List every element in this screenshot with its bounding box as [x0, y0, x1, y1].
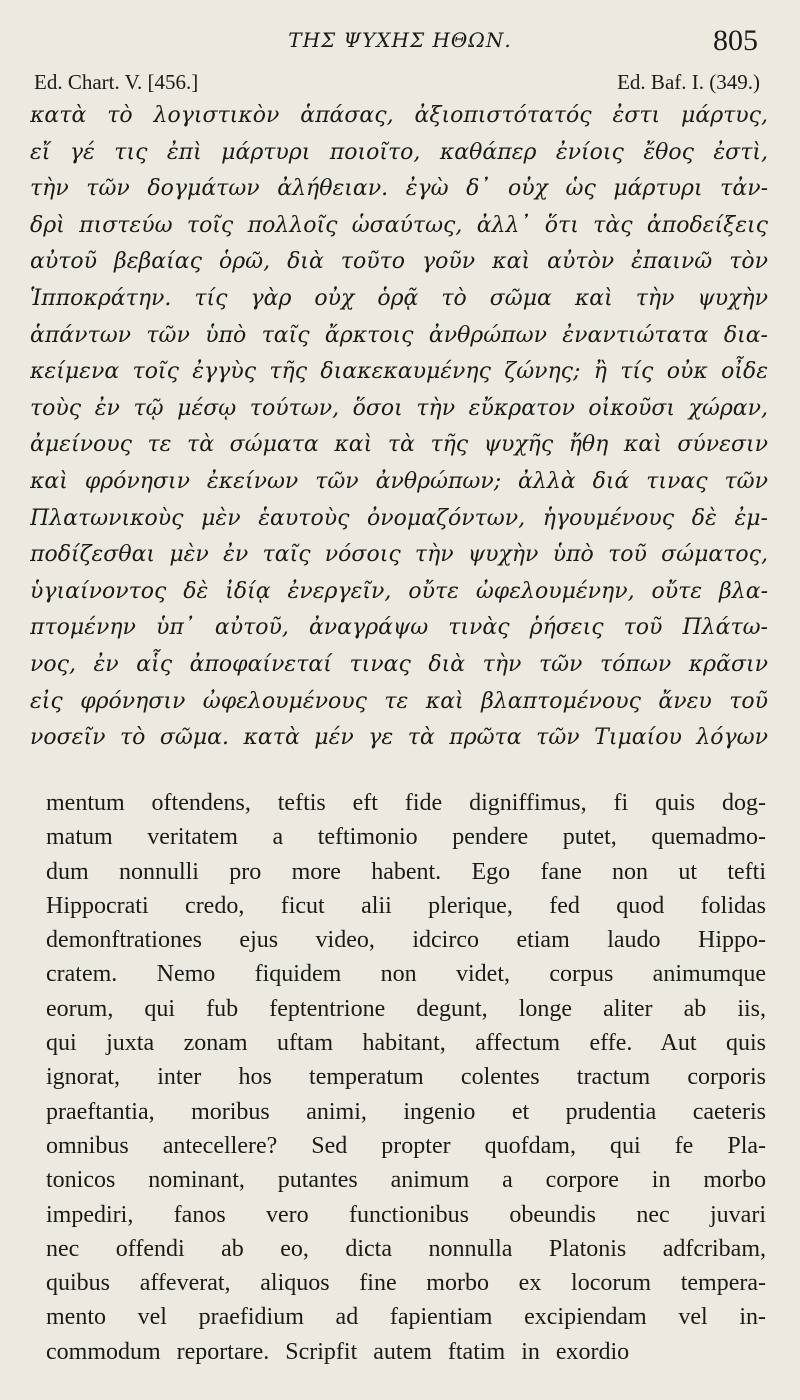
latin-line: Hippocrati credo, ficut alii plerique, fed quod folidas [46, 892, 766, 919]
greek-line: νος, ἐν αἷς ἀποφαίνεταί τινας διὰ τὴν τῶν τόπων κρᾶσιν [30, 651, 768, 677]
latin-line: demonftrationes ejus video, idcirco etiam laudo Hippo- [46, 927, 766, 954]
running-title: ΤΗΣ ΨΥΧΗΣ ΗΘΩΝ. [288, 28, 512, 52]
latin-line: qui juxta zonam uftam habitant, affectum effe. Aut quis [46, 1030, 766, 1057]
greek-text-block [30, 98, 768, 757]
latin-text-block [46, 786, 766, 1369]
greek-line: Ἱπποκράτην. τίς γὰρ οὐχ ὁρᾷ τὸ σῶμα καὶ τὴν ψυχὴν [30, 285, 768, 311]
latin-line: nec offendi ab eo, dicta nonnulla Platonis adfcribam, [46, 1235, 766, 1262]
latin-line: dum nonnulli pro more habent. Ego fane non ut tefti [46, 858, 766, 885]
latin-line: quibus affeverat, aliquos fine morbo ex locorum tempera- [46, 1270, 766, 1297]
greek-line: πτομένην ὑπ᾽ αὐτοῦ, ἀναγράψω τινὰς ῥήσεις τοῦ Πλάτω- [30, 615, 768, 641]
latin-line: matum veritatem a teftimonio pendere putet, quemadmo- [46, 824, 766, 851]
latin-line: tonicos nominant, putantes animum a corpore in morbo [46, 1167, 766, 1194]
greek-line: καὶ φρόνησιν ἐκείνων τῶν ἀνθρώπων; ἀλλὰ διά τινας τῶν [30, 468, 768, 494]
greek-line: κείμενα τοῖς ἐγγὺς τῆς διακεκαυμένης ζώνης; ἢ τίς οὐκ οἶδε [30, 359, 768, 385]
greek-line: ἁπάντων τῶν ὑπὸ ταῖς ἄρκτοις ἀνθρώπων ἐναντιώτατα δια- [30, 322, 768, 348]
edition-reference-basel: Ed. Baf. I. (349.) [617, 70, 760, 94]
greek-line: ὑγιαίνοντος δὲ ἰδίᾳ ἐνεργεῖν, οὔτε ὠφελουμένην, οὔτε βλα- [30, 578, 768, 604]
latin-line: mentum oftendens, teftis eft fide digniffimus, fi quis dog- [46, 790, 766, 816]
greek-line: νοσεῖν τὸ σῶμα. κατὰ μέν γε τὰ πρῶτα τῶν Τιμαίου λόγων [30, 725, 768, 751]
latin-line: commodum reportare. Scripfit autem ftatim in exordio [46, 1338, 630, 1365]
greek-line: εἴ γέ τις ἐπὶ μάρτυρι ποιοῖτο, καθάπερ ἐνίοις ἔθος ἐστὶ, [30, 139, 768, 165]
latin-line: impediri, fanos vero functionibus obeundis nec juvari [46, 1201, 766, 1228]
latin-line: omnibus antecellere? Sed propter quofdam, qui fe Pla- [46, 1132, 766, 1159]
greek-line: αὐτοῦ βεβαίας ὁρῶ, διὰ τοῦτο γοῦν καὶ αὐτὸν ἐπαινῶ τὸν [30, 249, 768, 275]
greek-line: ἀμείνους τε τὰ σώματα καὶ τὰ τῆς ψυχῆς ἤθη καὶ σύνεσιν [30, 432, 768, 458]
latin-line: mento vel praefidium ad fapientiam excipiendam vel in- [46, 1304, 766, 1331]
greek-line: τοὺς ἐν τῷ μέσῳ τούτων, ὅσοι τὴν εὔκρατον οἰκοῦσι χώραν, [30, 395, 768, 421]
latin-line: eorum, qui fub feptentrione degunt, longe aliter ab iis, [46, 995, 766, 1022]
latin-line: ignorat, inter hos temperatum colentes tractum corporis [46, 1064, 766, 1091]
greek-line: τὴν τῶν δογμάτων ἀλήθειαν. ἐγὼ δ᾽ οὐχ ὡς μάρτυρι τἀν- [30, 176, 768, 202]
latin-line: cratem. Nemo fiquidem non videt, corpus animumque [46, 961, 766, 988]
greek-line: εἰς φρόνησιν ὠφελουμένους τε καὶ βλαπτομένους ἄνευ τοῦ [30, 688, 768, 714]
greek-line: κατὰ τὸ λογιστικὸν ἁπάσας, ἀξιοπιστότατός ἐστι μάρτυς, [30, 103, 768, 128]
page-number: 805 [713, 24, 758, 57]
greek-line: ποδίζεσθαι μὲν ἐν ταῖς νόσοις τὴν ψυχὴν ὑπὸ τοῦ σώματος, [30, 542, 768, 568]
latin-line: praeftantia, moribus animi, ingenio et prudentia caeteris [46, 1098, 766, 1125]
greek-line: Πλατωνικοὺς μὲν ἑαυτοὺς ὀνομαζόντων, ἡγουμένους δὲ ἐμ- [30, 505, 768, 531]
edition-reference-chartier: Ed. Chart. V. [456.] [34, 70, 199, 94]
greek-line: δρὶ πιστεύω τοῖς πολλοῖς ὡσαύτως, ἀλλ᾽ ὅτι τὰς ἀποδείξεις [30, 212, 768, 238]
